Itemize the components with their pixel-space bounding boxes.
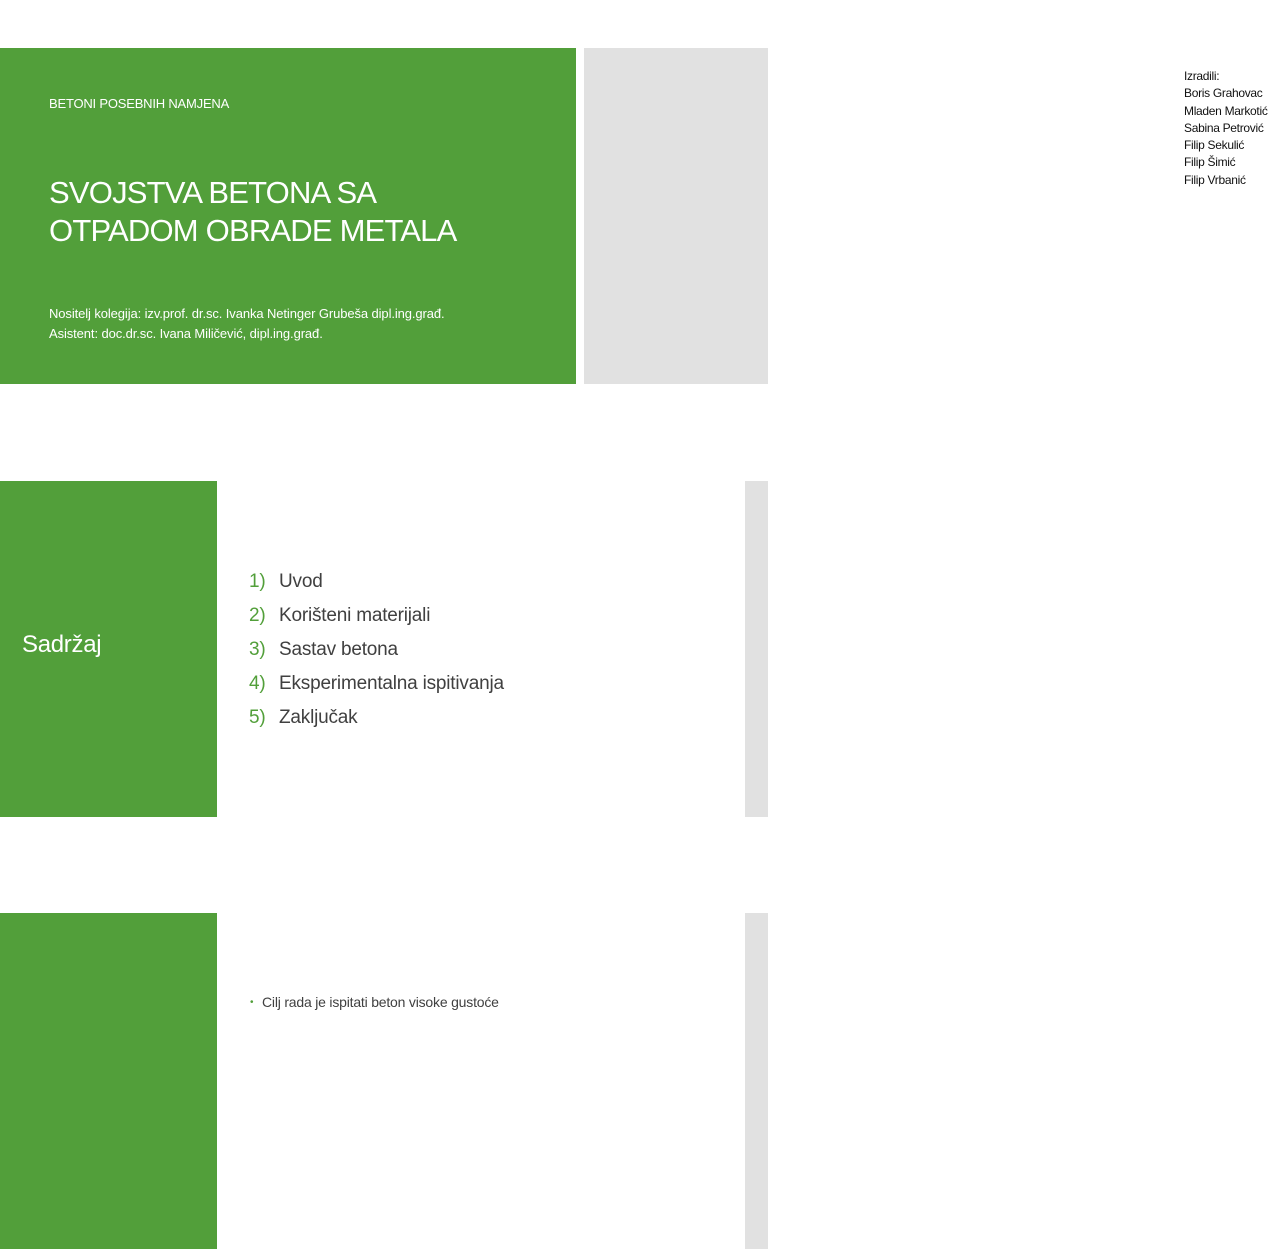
contents-item xyxy=(249,667,504,701)
authors-list xyxy=(1184,68,1268,189)
contents-list xyxy=(249,565,504,735)
bullet-item xyxy=(250,991,499,1014)
bullet-icon: • xyxy=(250,997,254,1008)
lecturer-info xyxy=(49,304,445,344)
contents-item-label: Zaključak xyxy=(279,707,358,728)
contents-item-number: 1) xyxy=(249,571,266,592)
author-name: Boris Grahovac xyxy=(1184,86,1263,101)
course-name: BETONI POSEBNIH NAMJENA xyxy=(49,96,230,111)
contents-item-label: Uvod xyxy=(279,571,323,592)
author-name: Filip Vrbanić xyxy=(1184,172,1246,187)
contents-item xyxy=(249,599,504,633)
contents-slide xyxy=(0,481,768,817)
side-strip xyxy=(745,913,768,1249)
title-slide xyxy=(0,48,1268,384)
contents-side-panel xyxy=(0,481,217,817)
contents-item xyxy=(249,701,504,735)
contents-item xyxy=(249,565,504,599)
title-line-1: SVOJSTVA BETONA SA xyxy=(49,175,377,210)
contents-item-label: Eksperimentalna ispitivanja xyxy=(279,673,504,694)
bullet-text: Cilj rada je ispitati beton visoke gustoće xyxy=(262,994,499,1010)
title-panel xyxy=(0,48,576,384)
presentation-title xyxy=(49,174,549,250)
side-strip xyxy=(745,481,768,817)
authors-label: Izradili: xyxy=(1184,69,1220,83)
contents-item-number: 3) xyxy=(249,639,266,660)
contents-item-label: Korišteni materijali xyxy=(279,605,431,626)
course-holder: Nositelj kolegija: izv.prof. dr.sc. Ivanka Netinger Grubeša dipl.ing.građ. xyxy=(49,306,445,321)
author-name: Mladen Markotić xyxy=(1184,103,1268,118)
contents-item-number: 4) xyxy=(249,673,266,694)
contents-title: Sadržaj xyxy=(22,631,102,658)
intro-bullet-list xyxy=(250,991,499,1014)
contents-item-label: Sastav betona xyxy=(279,639,398,660)
author-name: Sabina Petrović xyxy=(1184,120,1264,135)
contents-item-number: 2) xyxy=(249,605,266,626)
author-name: Filip Šimić xyxy=(1184,155,1236,170)
title-line-2: OTPADOM OBRADE METALA xyxy=(49,213,457,248)
author-name: Filip Sekulić xyxy=(1184,138,1245,153)
intro-side-panel xyxy=(0,913,217,1249)
assistant: Asistent: doc.dr.sc. Ivana Miličević, dipl.ing.građ. xyxy=(49,326,323,341)
contents-item-number: 5) xyxy=(249,707,266,728)
authors-panel xyxy=(584,48,1268,384)
contents-item xyxy=(249,633,504,667)
intro-slide xyxy=(0,913,768,1024)
